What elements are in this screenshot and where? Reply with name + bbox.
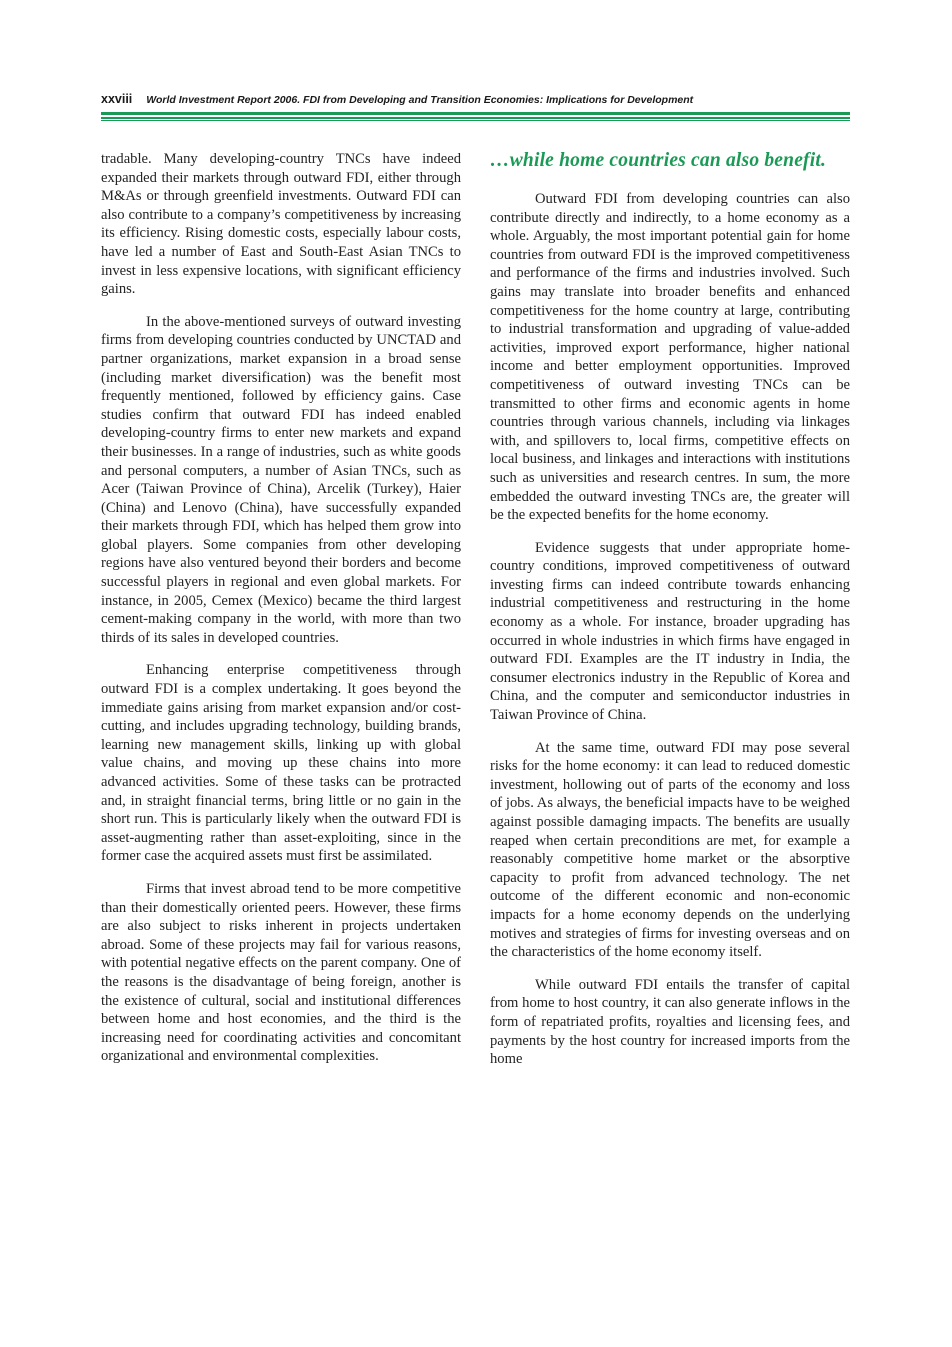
header-rule-medium <box>101 117 850 119</box>
body-paragraph: Firms that invest abroad tend to be more competitive than their domestically oriented peers. However, these firms are also subject to risks inherent in projects undertaken abroad. Some of these projects may fail for various reasons, with potential negative effects on the parent company. One of the reasons is the disadvantage of being foreign, another is the existence of cultural, social and institutional differences between home and host economies, and the third is the increasing need for coordinating activities and concomitant organizational and environmental complexities. <box>101 880 461 1065</box>
body-paragraph: At the same time, outward FDI may pose several risks for the home economy: it can lead to reduced domestic investment, hollowing out of parts of the economy and loss of jobs. As always, the beneficial impacts have to be weighed against possible damaging impacts. The benefits are usually reaped when certain preconditions are met, for example a reasonably competitive home market or the absorptive capacity to profit from advanced technology. The net outcome of the different economic and non-economic impacts for a home economy depends on the underlying motives and strategies of firms for investing overseas and on the characteristics of the home economy itself. <box>490 739 850 961</box>
body-paragraph: While outward FDI entails the transfer of capital from home to host country, it can also generate inflows in the form of repatriated profits, royalties and licensing fees, and payments by the host country for increased imports from the home <box>490 976 850 1068</box>
body-paragraph: In the above-mentioned surveys of outward investing firms from developing countries conducted by UNCTAD and partner organizations, market expansion in a broad sense (including market diversification) was the benefit most frequently mentioned, followed by efficiency gains. Case studies confirm that outward FDI has indeed enabled developing-country firms to enter new markets and expand their businesses. In a range of industries, such as white goods and personal computers, a number of Asian TNCs, such as Acer (Taiwan Province of China), Arcelik (Turkey), Haier (China) and Lenovo (China), have successfully expanded their markets through FDI, which has helped them grow into global players. Some companies from other developing regions have also ventured beyond their borders and become successful players in regional and even global markets. For instance, in 2005, Cemex (Mexico) became the third largest cement-making company in the world, with more than two thirds of its sales in developed countries. <box>101 313 461 646</box>
body-paragraph: tradable. Many developing-country TNCs have indeed expanded their markets through outward FDI, either through M&As or through greenfield investments. Outward FDI can also contribute to a company’s competitiveness by increasing its efficiency. Rising domestic costs, especially labour costs, have led a number of East and South-East Asian TNCs to invest in less expensive locations, with significant efficiency gains. <box>101 151 461 298</box>
page-number: xxviii <box>101 92 133 106</box>
right-column <box>490 150 850 1083</box>
body-paragraph: Evidence suggests that under appropriate home-country conditions, improved competitiveness of outward investing firms can indeed contribute towards enhancing industrial competitiveness and restructuring in the home economy as a whole. For instance, broader upgrading has occurred in whole industries in which firms have engaged in outward FDI. Examples are the IT industry in India, the consumer electronics industry in the Republic of Korea and China, and the computer and semiconductor industries in Taiwan Province of China. <box>490 539 850 724</box>
section-heading: …while home countries can also benefit. <box>490 150 827 171</box>
page-header <box>101 92 851 108</box>
header-rule-thick <box>101 112 850 115</box>
left-column <box>101 150 461 1080</box>
header-rule-thin <box>101 120 850 121</box>
body-paragraph: Outward FDI from developing countries can also contribute directly and indirectly, to a home economy as a whole. Arguably, the most important potential gain for home countries from outward FDI is the improved competitiveness and performance of the firms and industries involved. Such gains may translate into broader benefits and enhanced competitiveness for the home country at large, contributing to industrial transformation and upgrading of value-added activities, improved export performance, higher national income and better employment opportunities. Improved competitiveness of outward investing TNCs can be transmitted to other firms and economic agents in home countries through various channels, including via linkages with, and spillovers to, local firms, competitive effects on local business, and linkages and interactions with institutions such as universities and research centres. In sum, the more embedded the outward investing TNCs are, the greater will be the expected benefits for the home economy. <box>490 191 850 524</box>
body-paragraph: Enhancing enterprise competitiveness through outward FDI is a complex undertaking. It goes beyond the immediate gains arising from market expansion and/or cost-cutting, and includes upgrading technology, building brands, learning new management skills, linking up with global value chains, and moving up these chains into more advanced activities. Some of these tasks can be protracted and, in straight financial terms, bring little or no gain in the short run. This is particularly likely when the outward FDI is asset-augmenting rather than asset-exploiting, since in the former case the acquired assets must first be assimilated. <box>101 662 461 865</box>
running-head: World Investment Report 2006. FDI from Developing and Transition Economies: Implications for Development <box>146 94 694 106</box>
